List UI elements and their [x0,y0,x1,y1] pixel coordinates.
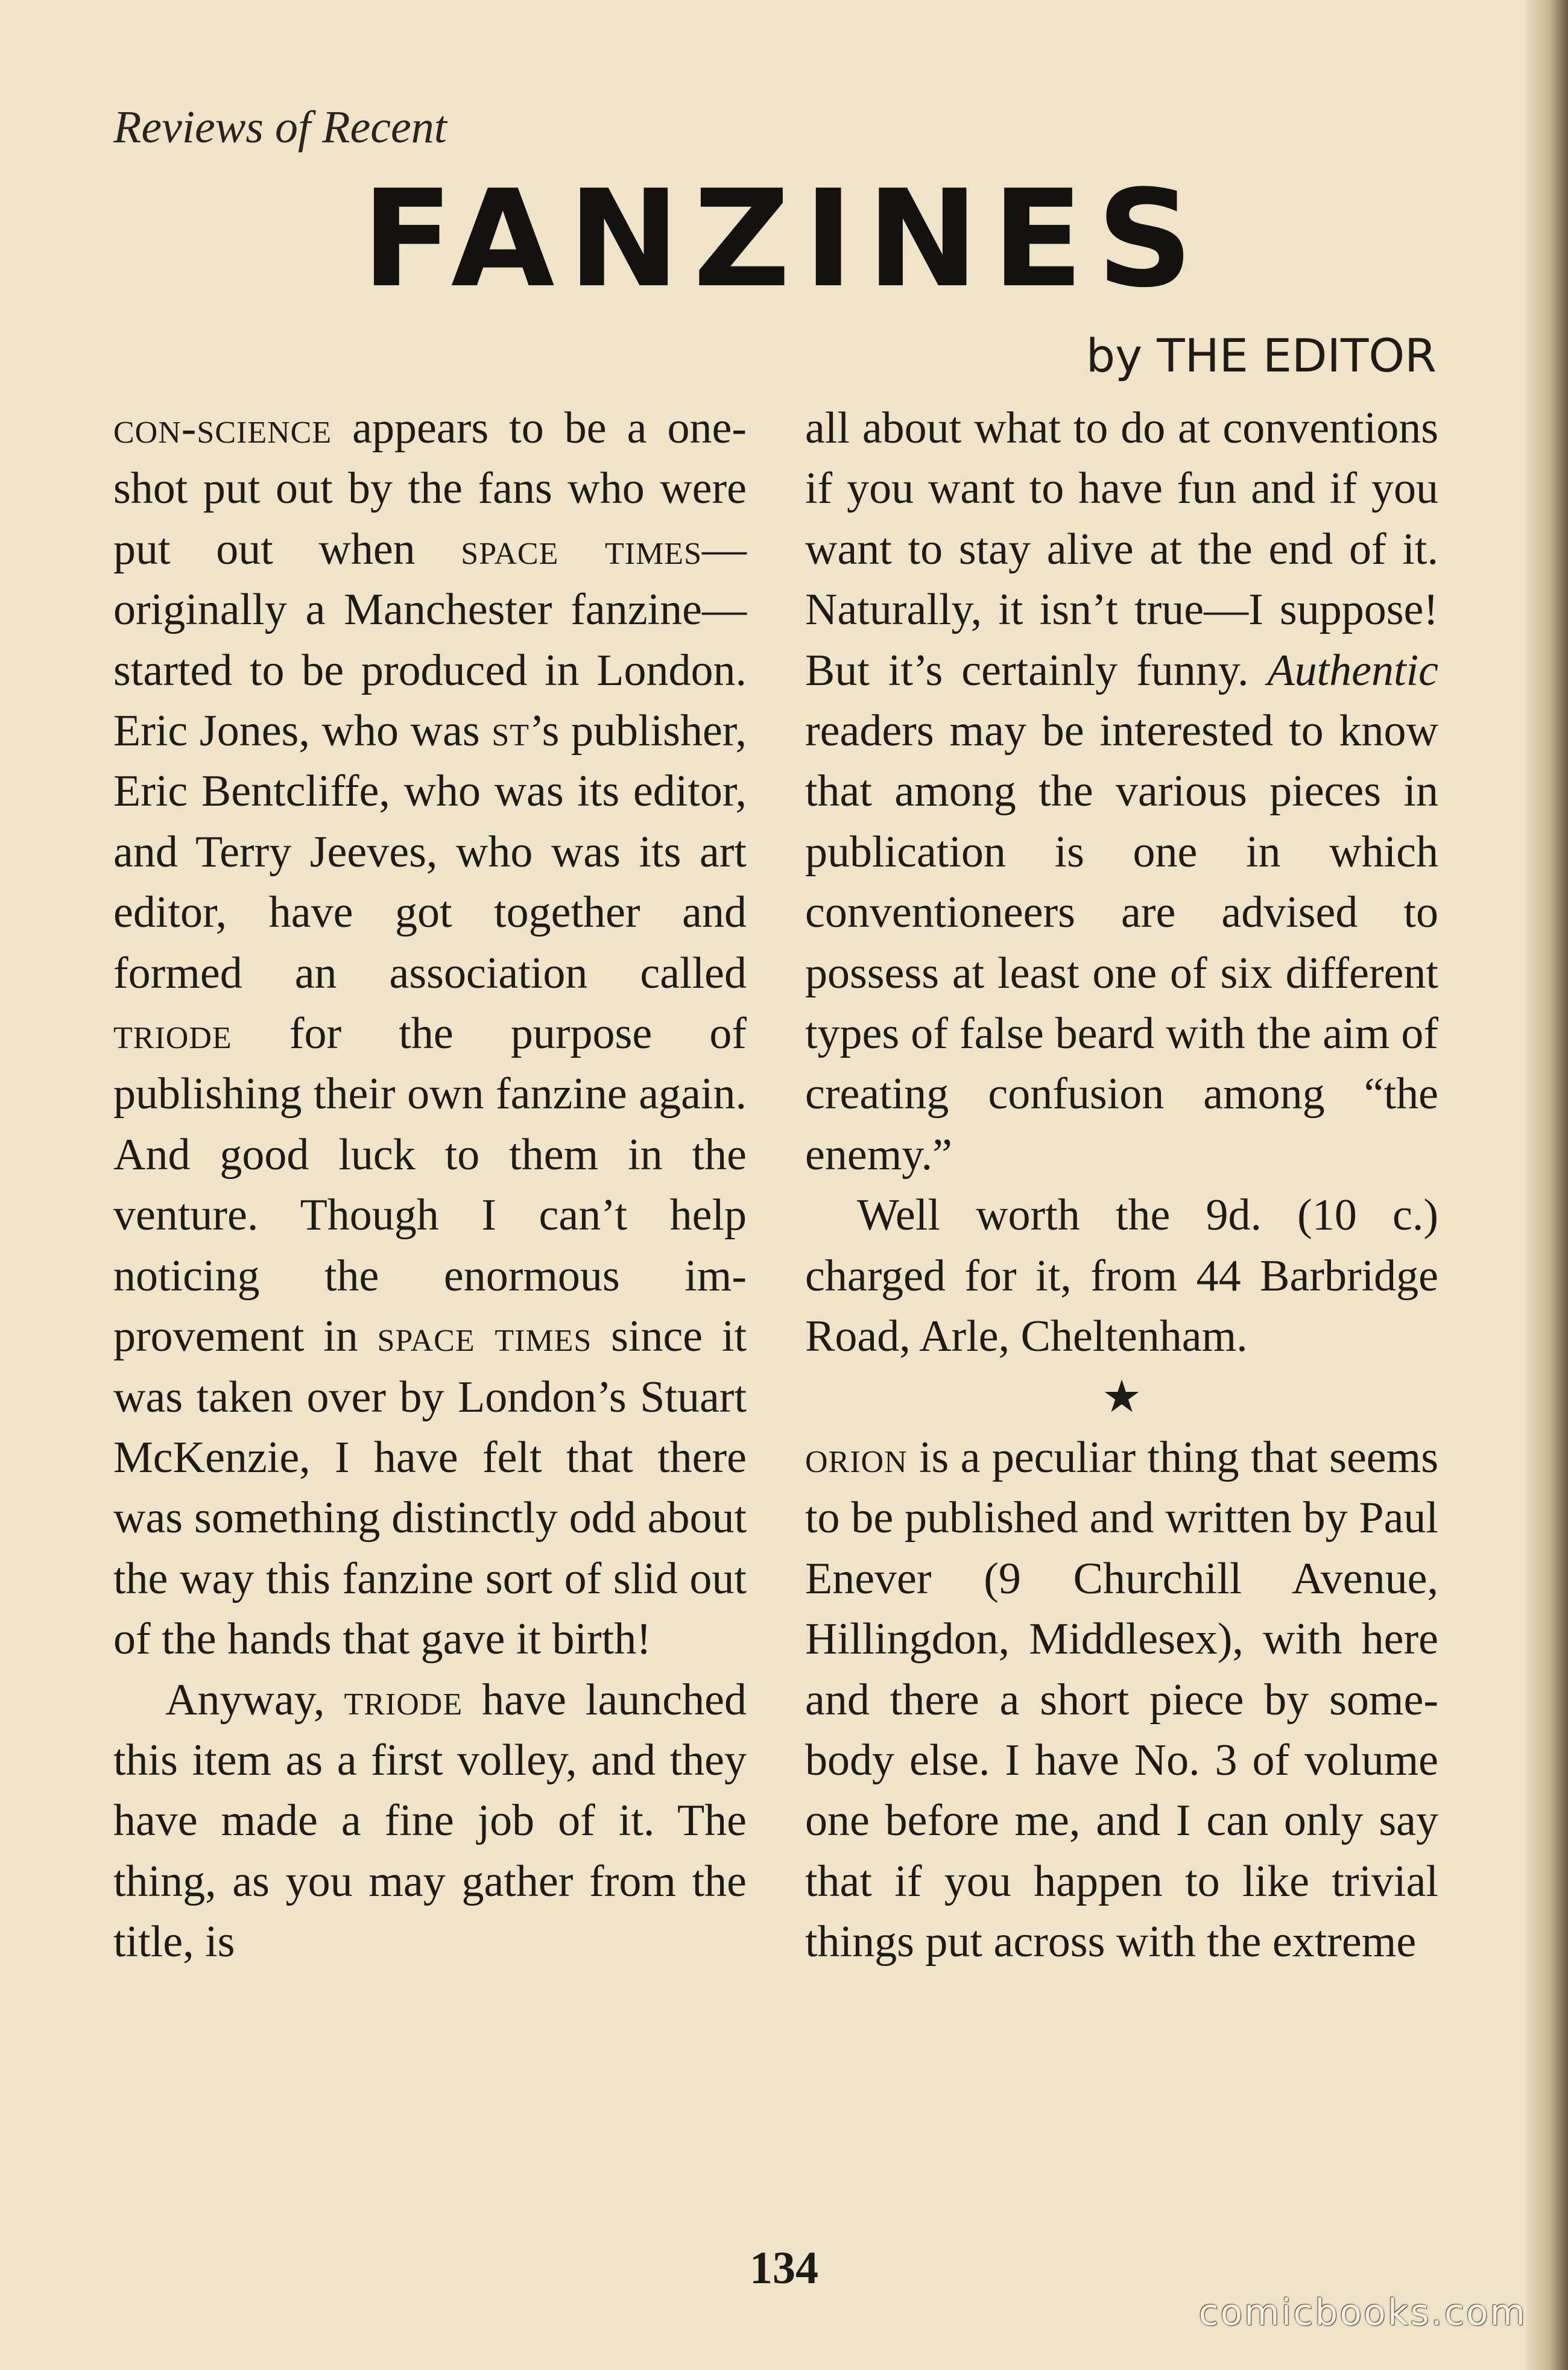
left-column [113,398,747,1973]
star-separator-icon: ★ [1101,1372,1142,1422]
paragraph-triode [113,1670,747,1973]
paragraph-price: Well worth the 9d. (10 c.) charged for it, from 44 Barbridge Road, Arle, Cheltenham. [805,1190,1438,1362]
fanzine-abbrev: st [492,706,530,756]
body-text: is a peculiar thing that seems to be published and written by Paul Enever (9 Churchill Avenue, Hillingdon, Middlesex), with here and there a short piece by somebody else. I have No. 3 of volume one before me, and I can only say that if you happen to like trivial things put across with the extreme [805,1432,1438,1967]
paragraph-orion [805,1427,1438,1973]
article-title: FANZINES [361,162,1207,317]
body-text: ’s publisher, Eric Bentcliffe, who was its editor, and Terry Jeeves, who was its art editor, have got together and formed an association called [113,706,747,998]
body-text: all about what to do at conventions if you want to have fun and if you want to stay alive at the end of it. Naturally, it isn’t true—I suppose! But it’s certainly funny. [805,403,1438,695]
body-text: since it was taken over by London’s Stuart McKenzie, I have felt that there was something distinctly odd about the way this fanzine sort of slid out of the hands that gave it birth! [113,1312,747,1664]
watermark-logo: comicbooks.com [1198,2292,1527,2334]
body-text: readers may be interested to know that among the various pieces in publication is one in which conventioneers are advised to possess at least one of six different types of false beard with the aim of creating confusion among “the enemy.” [805,706,1438,1180]
body-text: have launched this item as a first volley, and they have made a fine job of it. The thing, as you may gather from the title, is [113,1675,747,1967]
fanzine-name: space times [461,524,702,574]
article-kicker: Reviews of Recent [113,102,447,153]
association-name: triode [113,1009,232,1059]
article-byline: by THE EDITOR [1086,329,1437,382]
magazine-title: Authentic [1267,645,1438,695]
fanzine-name: orion [805,1432,908,1482]
association-name: triode [344,1675,463,1725]
fanzine-name: con-science [113,403,332,453]
page-number: 134 [750,2243,818,2293]
fanzine-name: space times [377,1312,592,1362]
body-text: for the purpose of publishing their own fanzine again. And good luck to them in the venture. Though I can’t help noticing the enormous improvement in [113,1009,747,1362]
body-text: appears to be a one-shot put out by the fans who were put out when [113,403,747,574]
paragraph-conventions [805,398,1438,1185]
body-text: —originally a Manchester fanzine—started to be produced in London. Eric Jones, who was [113,524,747,756]
right-column [805,398,1438,1973]
paragraph-con-science [113,398,747,1670]
body-text: Anyway, [165,1675,344,1725]
page-edge-shadow [1526,0,1568,2370]
